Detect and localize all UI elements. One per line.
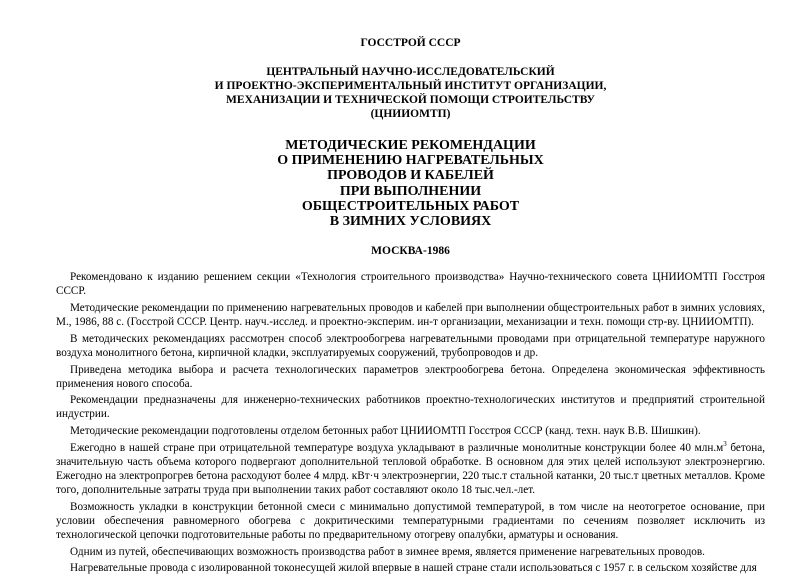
paragraph-scope: В методических рекомендациях рассмотрен способ электрообогрева нагревательными проводами при отрицательной температуре наружного воздуха монолитного бетона, кирпичной кладки, эксплуатируемых сооружений, трубопроводов и др.	[56, 332, 765, 359]
paragraph-methodology: Приведена методика выбора и расчета технологических параметров электрообогрева бетона. Определена экономическая эффективность применения нового способа.	[56, 363, 765, 390]
title-line: ПРОВОДОВ И КАБЕЛЕЙ	[327, 168, 494, 184]
institute-name	[56, 65, 765, 121]
institute-line: ЦЕНТРАЛЬНЫЙ НАУЧНО-ИССЛЕДОВАТЕЛЬСКИЙ	[266, 66, 555, 78]
title-line: МЕТОДИЧЕСКИЕ РЕКОМЕНДАЦИИ	[285, 138, 536, 153]
paragraph-bibliographic-reference: Методические рекомендации по применению нагревательных проводов и кабелей при выполнении общестроительных работ в зимних условиях, М., 1986, 88 с. (Госстрой СССР. Центр. науч.-исслед. и проектно-эксперим. ин-т организации, механизации и техн. помощи стр-ву. ЦНИИОМТП).	[56, 302, 765, 329]
paragraph-annual-volume	[56, 441, 765, 497]
paragraph-annual-volume-part1: Ежегодно в нашей стране при отрицательной температуре воздуха укладывают в различные монолитные конструкции более 40 млн.м	[70, 441, 724, 454]
title-line: ОБЩЕСТРОИТЕЛЬНЫХ РАБОТ	[301, 198, 520, 214]
superscript-cubic: 3	[723, 439, 727, 448]
institute-line: МЕХАНИЗАЦИИ И ТЕХНИЧЕСКОЙ ПОМОЩИ СТРОИТЕЛЬСТВУ	[226, 94, 595, 106]
agency-name: ГОССТРОЙ СССР	[360, 37, 461, 49]
institute-line: И ПРОЕКТНО-ЭКСПЕРИМЕНТАЛЬНЫЙ ИНСТИТУТ ОРГАНИЗАЦИИ,	[214, 80, 607, 92]
title-line: О ПРИМЕНЕНИЮ НАГРЕВАТЕЛЬНЫХ	[277, 153, 544, 169]
paragraph-history: Нагревательные провода с изолированной токонесущей жилой впервые в нашей стране стали использоваться с 1957 г. в сельском хозяйстве для	[70, 562, 757, 575]
document-page	[56, 36, 765, 578]
paragraph-authors: Методические рекомендации подготовлены отделом бетонных работ ЦНИИОМТП Госстроя СССР (канд. техн. наук В.В. Шишкин).	[70, 425, 701, 438]
paragraph-approval: Рекомендовано к изданию решением секции «Технология строительного производства» Научно-технического совета ЦНИИОМТП Госстроя СССР.	[56, 271, 765, 298]
paragraph-heating-wires: Одним из путей, обеспечивающих возможность производства работ в зимнее время, является применение нагревательных проводов.	[70, 545, 705, 558]
document-title	[56, 138, 765, 229]
paragraph-audience: Рекомендации предназначены для инженерно-технических работников проектно-технологических институтов и предприятий строительной индустрии.	[56, 394, 765, 421]
city-year: МОСКВА-1986	[371, 245, 450, 258]
paragraph-annual-volume-part2: бетона, значительную часть объема которого подвергают дополнительной тепловой обработке. В основном для этих целей используют электроэнергию. Ежегодно на электропрогрев бетона расходуют более 4 млрд. кВт·ч электроэнергии, 220 тыс.т стальной катанки, 20 тыс.т цветных металлов. Кроме того, дополнительные затраты труда при выполнении таких работ составляют около 18 тыс.чел.-лет.	[56, 441, 765, 497]
title-line: ПРИ ВЫПОЛНЕНИИ	[339, 183, 482, 199]
body-text	[56, 270, 765, 575]
paragraph-placement: Возможность укладки в конструкции бетонной смеси с минимально допустимой температурой, в том числе на неотогретое основание, при условии обеспечения равномерного обогрева с докритическими температурными градиентами по сечениям позволяет исключить из технологической цепочки подготовительные работы по предварительному отогреву опалубки, арматуры и основания.	[56, 500, 765, 541]
institute-abbreviation: (ЦНИИОМТП)	[370, 108, 451, 120]
title-line: В ЗИМНИХ УСЛОВИЯХ	[329, 214, 492, 230]
